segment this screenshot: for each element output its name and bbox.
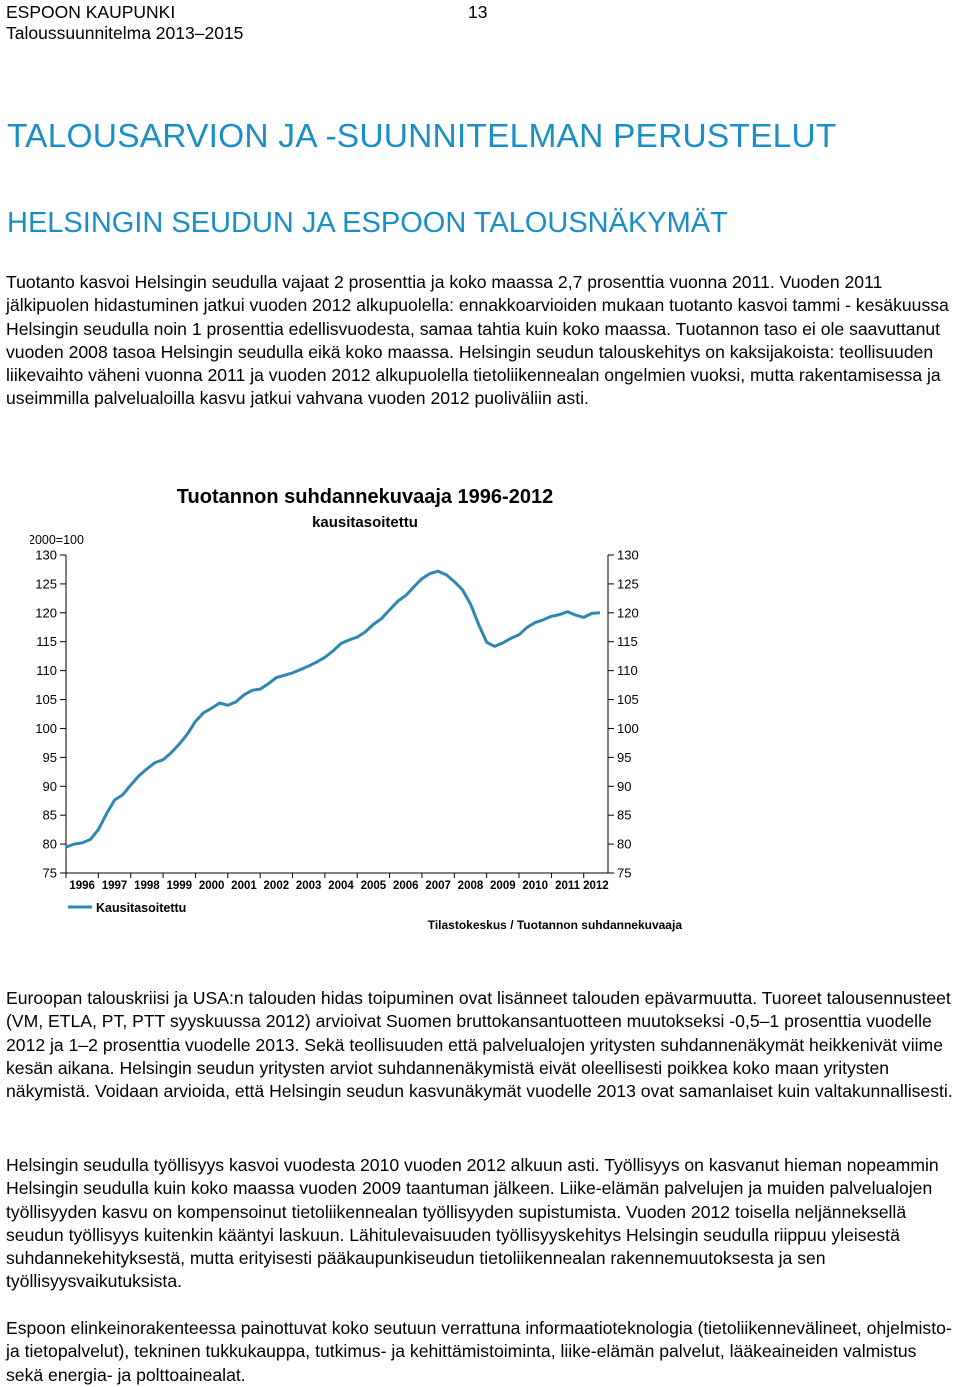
x-tick-label: 2010 — [522, 880, 548, 892]
y-tick-label-right: 115 — [617, 634, 638, 650]
x-tick-label: 2007 — [425, 880, 451, 892]
y-tick-label-left: 95 — [42, 749, 57, 765]
x-tick-label: 1996 — [69, 880, 95, 892]
header-document-title: Taloussuunnitelma 2013–2015 — [6, 23, 244, 43]
x-tick-label: 2002 — [263, 880, 290, 892]
header-org: ESPOON KAUPUNKI — [6, 2, 176, 22]
y-tick-label-left: 75 — [42, 865, 57, 881]
x-tick-label: 1997 — [101, 880, 128, 892]
y-tick-label-right: 130 — [617, 547, 639, 563]
y-tick-label-right: 120 — [617, 605, 639, 621]
x-tick-label: 2005 — [360, 880, 387, 892]
paragraph-3: Helsingin seudulla työllisyys kasvoi vuodesta 2010 vuoden 2012 alkuun asti. Työllisyys on kasvanut hieman nopeammin Helsingin seudulla kuin koko maassa vuoden 2009 taantuman jälkeen. Liike-elämän palvelujen ja muiden palvelualojen työllisyyden kasvu on kompensoinut tietoliikennealan työllisyyden supistumista. Vuoden 2012 toisella neljänneksellä seudun työllisyys kuitenkin kääntyi laskuun. Lähitulevaisuuden työllisyyskehitys Helsingin seudulla riippuu yleisestä suhdannekehityksestä, mutta erityisesti pääkaupunkiseudun tietoliikennealan rakennemuutoksesta ja sen työllisyysvaikutuksista. — [6, 1155, 939, 1292]
y-tick-label-right: 105 — [617, 692, 639, 708]
y-tick-label-left: 130 — [35, 547, 57, 563]
y-tick-label-left: 100 — [35, 720, 57, 736]
y-axis-ticks-right — [608, 548, 639, 881]
x-axis-ticks — [66, 873, 609, 892]
page-number: 13 — [468, 2, 488, 22]
x-tick-label: 1998 — [134, 880, 160, 892]
y-tick-label-left: 85 — [42, 807, 57, 823]
y-tick-label-left: 80 — [42, 836, 57, 852]
y-tick-label-left: 105 — [35, 692, 57, 708]
chart-svg — [30, 478, 690, 938]
chart-title: Tuotannon suhdannekuvaaja 1996-2012 — [176, 486, 554, 508]
y-tick-label-left: 110 — [36, 663, 57, 679]
x-tick-label: 2009 — [490, 880, 516, 892]
main-heading: TALOUSARVION JA -SUUNNITELMAN PERUSTELUT — [7, 118, 837, 155]
y-tick-label-left: 125 — [35, 576, 57, 592]
y-tick-label-right: 80 — [617, 836, 632, 852]
y-tick-label-right: 95 — [617, 749, 632, 765]
x-tick-label: 2012 — [583, 880, 609, 892]
section-heading: HELSINGIN SEUDUN JA ESPOON TALOUSNÄKYMÄT — [7, 207, 728, 239]
y-tick-label-left: 115 — [36, 634, 57, 650]
y-tick-label-left: 120 — [35, 605, 57, 621]
y-tick-label-right: 85 — [617, 807, 632, 823]
x-tick-label: 2008 — [457, 880, 484, 892]
y-axis-ticks-left — [35, 548, 66, 881]
y-tick-label-left: 90 — [42, 778, 57, 794]
y-tick-label-right: 90 — [617, 778, 632, 794]
chart-source: Tilastokeskus / Tuotannon suhdannekuvaaja — [427, 918, 682, 932]
y-tick-label-right: 75 — [617, 865, 632, 881]
x-tick-label: 2006 — [392, 880, 419, 892]
legend-label: Kausitasoitettu — [96, 901, 187, 915]
production-trend-chart — [30, 478, 690, 938]
chart-subtitle: kausitasoitettu — [312, 514, 418, 531]
x-tick-label: 1999 — [166, 880, 193, 892]
y-tick-label-right: 125 — [617, 576, 639, 592]
x-tick-label: 2003 — [295, 880, 322, 892]
y-tick-label-right: 110 — [617, 663, 638, 679]
y-axis-unit-label: 2000=100 — [30, 533, 84, 547]
x-tick-label: 2001 — [231, 880, 257, 892]
y-tick-label-right: 100 — [617, 720, 639, 736]
paragraph-2: Euroopan talouskriisi ja USA:n talouden hidas toipuminen ovat lisänneet talouden epävarmuutta. Tuoreet talousennusteet (VM, ETLA, PT, PTT syyskuussa 2012) arvioivat Suomen bruttokansantuotteen muutokseksi -0,5–1 prosenttia vuodelle 2012 ja 1–2 prosenttia vuodelle 2013. Sekä teollisuuden että palvelualojen yritysten suhdannenäkymät heikkenivät viime kesän aikana. Helsingin seudun yritysten arviot suhdannenäkymistä eivät oleellisesti poikkea koko maan yritysten näkymistä. Voidaan arvioida, että Helsingin seudun kasvunäkymät vuodelle 2013 ovat samanlaiset kuin valtakunnallisesti. — [6, 988, 953, 1102]
x-tick-label: 2000 — [198, 880, 225, 892]
paragraph-4: Espoon elinkeinorakenteessa painottuvat koko seutuun verrattuna informaatioteknologia (tietoliikennevälineet, ohjelmisto- ja tietopalvelut), tekninen tukkukauppa, tutkimus- ja kehittämistoiminta, liike-elämän palvelut, lääkeaineiden valmistus sekä energia- ja polttoainealat. — [6, 1318, 952, 1385]
x-tick-label: 2011 — [555, 880, 581, 892]
series-line-kausitasoitettu — [66, 571, 600, 847]
x-tick-label: 2004 — [328, 880, 354, 892]
paragraph-1: Tuotanto kasvoi Helsingin seudulla vajaat 2 prosenttia ja koko maassa 2,7 prosenttia vuonna 2011. Vuoden 2011 jälkipuolen hidastuminen jatkui vuoden 2012 alkupuolella: ennakkoarvioiden mukaan tuotanto kasvoi tammi - kesäkuussa Helsingin seudulla noin 1 prosenttia edellisvuodesta, samaa tahtia kuin koko maassa. Tuotannon taso ei ole saavuttanut vuoden 2008 tasoa Helsingin seudulla eikä koko maassa. Helsingin seudun talouskehitys on kaksijakoista: teollisuuden liikevaihto väheni vuonna 2011 ja vuoden 2012 alkupuolella tietoliikennealan ongelmien vuoksi, mutta rakentamisessa ja useimmilla palvelualoilla kasvu jatkui vahvana vuoden 2012 puoliväliin asti. — [6, 272, 949, 409]
